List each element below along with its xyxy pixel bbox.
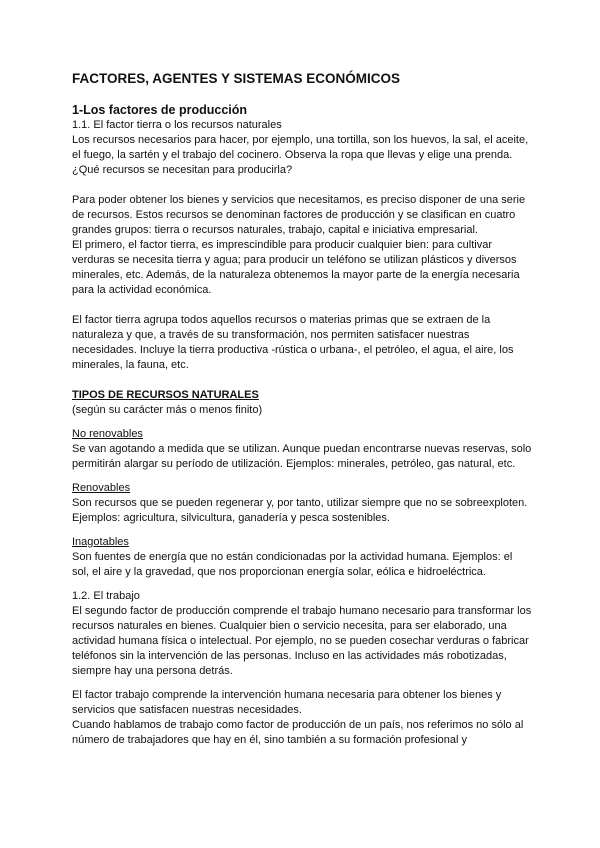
- paragraph-tortilla: Los recursos necesarios para hacer, por ejemplo, una tortilla, son los huevos, la sal, el aceite, el fuego, la sartén y el trabajo del cocinero. Observa la ropa que llevas y elige una prenda. ¿Qué recursos se necesitan para producirla?: [72, 134, 529, 176]
- paragraph-factor-tierra: El primero, el factor tierra, es imprescindible para producir cualquier bien: para cultivar verduras se necesita tierra y agua; para producir un teléfono se utilizan plásticos y diversos minerales, etc. Además, de la naturaleza obtenemos la mayor parte de la energía necesaria para la actividad económica.: [72, 239, 520, 296]
- paragraph-materias-primas: El factor tierra agrupa todos aquellos recursos o materias primas que se extraen de la naturaleza y que, a través de su transformación, nos permiten satisfacer nuestras necesidades. Incluye la tierra productiva -rústica o urbana-, el petróleo, el agua, el aire, los minerales, la fauna, etc.: [72, 314, 514, 371]
- no-renovables-text: Se van agotando a medida que se utilizan. Aunque puedan encontrarse nuevas reservas, solo permitirán alargar su período de utilización. Ejemplos: minerales, petróleo, gas natural, etc.: [72, 443, 532, 470]
- section-heading-factores: 1-Los factores de producción: [72, 103, 248, 117]
- spacer: [72, 418, 532, 427]
- paragraph-trabajo-humano: El segundo factor de producción comprende el trabajo humano necesario para transformar los recursos naturales en bienes. Cualquier bien o servicio necesita, para ser elaborado, una actividad humana física o intelectual. Por ejemplo, no se pueden cosechar verduras o fabricar teléfonos sin la intervención de las personas. Incluso en las actividades más robotizadas, siempre hay una persona detrás.: [72, 605, 532, 677]
- spacer: [72, 580, 532, 589]
- no-renovables-label: No renovables: [72, 428, 143, 440]
- document-page: [72, 70, 532, 748]
- paragraph-factor-trabajo: El factor trabajo comprende la intervención humana necesaria para obtener los bienes y servicios que satisfacen nuestras necesidades.: [72, 689, 502, 716]
- renovables-label: Renovables: [72, 482, 131, 494]
- paragraph-trabajo-pais: Cuando hablamos de trabajo como factor de producción de un país, nos referimos no sólo al número de trabajadores que hay en él, sino también a su formación profesional y: [72, 719, 524, 746]
- subsection-heading-tierra: 1.1. El factor tierra o los recursos naturales: [72, 119, 282, 131]
- renovables-text: Son recursos que se pueden regenerar y, por tanto, utilizar siempre que no se sobreexploten. Ejemplos: agricultura, silvicultura, ganadería y pesca sostenibles.: [72, 497, 528, 524]
- tipos-recursos-subtitle: (según su carácter más o menos finito): [72, 404, 263, 416]
- spacer: [72, 298, 532, 313]
- inagotables-text: Son fuentes de energía que no están condicionadas por la actividad humana. Ejemplos: el sol, el aire y la gravedad, que nos proporcionan energía solar, eólica e hidroeléctrica.: [72, 551, 513, 578]
- spacer: [72, 472, 532, 481]
- paragraph-factores-produccion: Para poder obtener los bienes y servicios que necesitamos, es preciso disponer de una serie de recursos. Estos recursos se denominan factores de producción y se clasifican en cuatro grandes grupos: tierra o recursos naturales, trabajo, capital e iniciativa empresarial.: [72, 194, 526, 236]
- spacer: [72, 373, 532, 388]
- inagotables-label: Inagotables: [72, 536, 129, 548]
- spacer: [72, 679, 532, 688]
- spacer: [72, 526, 532, 535]
- spacer: [72, 178, 532, 193]
- subsection-heading-trabajo: 1.2. El trabajo: [72, 590, 140, 602]
- tipos-recursos-heading: TIPOS DE RECURSOS NATURALES: [72, 389, 259, 401]
- document-title: FACTORES, AGENTES Y SISTEMAS ECONÓMICOS: [72, 71, 401, 86]
